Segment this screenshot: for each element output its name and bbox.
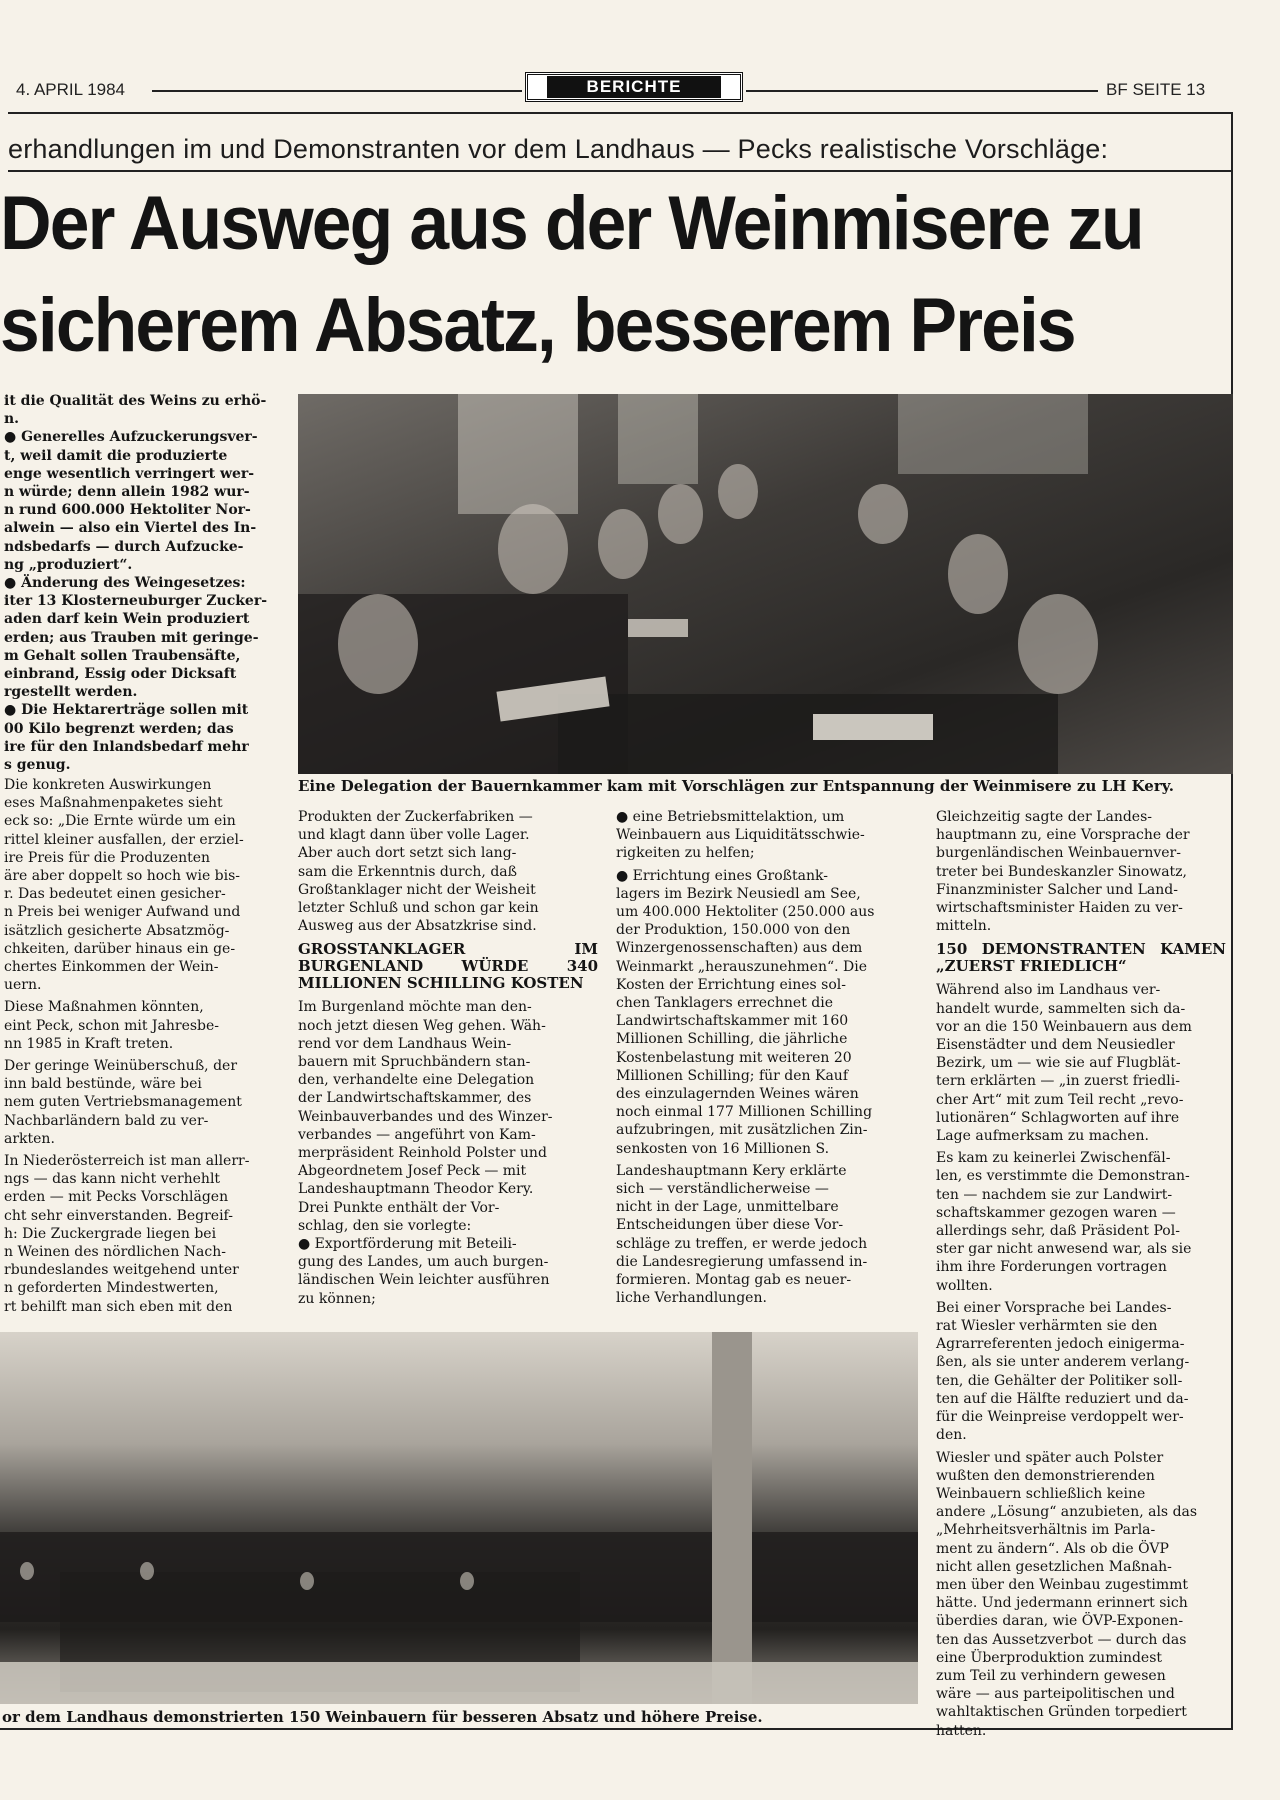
col1-top-text <box>4 392 286 774</box>
text-line: erden; aus Trauben mit geringe- <box>4 629 259 646</box>
text-line: Produkten der Zuckerfabriken — <box>298 809 533 825</box>
text-line: chkeiten, darüber hinaus ein ge- <box>4 940 236 957</box>
demonstration-photo <box>0 1332 918 1704</box>
text-line: wirtschaftsminister Haiden zu ver- <box>936 900 1183 917</box>
text-line: Kosten der Errichtung eines sol- <box>616 976 846 993</box>
text-line: einbrand, Essig oder Dicksaft <box>4 666 237 683</box>
text-line: schaftskammer gezogen waren — <box>936 1204 1176 1221</box>
text-line: ire für den Inlandsbedarf mehr <box>4 738 249 755</box>
text-line: hatten. <box>936 1722 987 1739</box>
text-line: len, es verstimmte die Demonstran- <box>936 1168 1190 1185</box>
text-line: alwein — also ein Viertel des In- <box>4 520 257 537</box>
delegation-photo <box>298 394 1233 774</box>
col2-heading: GROSSTANKLAGER IM BURGENLAND WÜRDE 340 MILLIONEN SCHILLING KOSTEN <box>298 940 598 993</box>
text-line: Im Burgenland möchte man den- <box>298 999 532 1016</box>
text-line: n Preis bei weniger Aufwand und <box>4 904 241 921</box>
text-line: Drei Punkte enthält der Vor- <box>298 1199 500 1216</box>
text-line: men über den Weinbau zugestimmt <box>936 1576 1189 1593</box>
col2-text <box>298 808 598 1308</box>
text-line: rigkeiten zu helfen; <box>616 845 755 862</box>
demonstration-photo-caption: or dem Landhaus demonstrierten 150 Weinbauern für besseren Absatz und höhere Preise. <box>2 1708 763 1726</box>
text-line: Landeshauptmann Theodor Kery. <box>298 1181 534 1198</box>
page-number: BF SEITE 13 <box>1106 80 1206 99</box>
text-line: noch jetzt diesen Weg gehen. Wäh- <box>298 1017 546 1034</box>
delegation-photo-caption: Eine Delegation der Bauernkammer kam mit Vorschlägen zur Entspannung der Weinmisere zu LH Kery. <box>298 777 1174 795</box>
text-line: ßen, als sie unter anderem verlang- <box>936 1354 1190 1371</box>
text-line: ngs — das kann nicht verhehlt <box>4 1171 221 1188</box>
text-line: rgestellt werden. <box>4 684 138 701</box>
text-line: Millionen Schilling; für den Kauf <box>616 1067 849 1084</box>
text-line: ● Die Hektarerträge sollen mit <box>4 702 249 719</box>
text-line: wollten. <box>936 1277 993 1294</box>
text-line: rat Wiesler verhärmten sie den <box>936 1318 1158 1335</box>
section-label: BERICHTE <box>547 76 722 98</box>
text-line: Kostenbelastung mit weiteren 20 <box>616 1049 852 1066</box>
text-line: Millionen Schilling, die jährliche <box>616 1031 848 1048</box>
text-line: zu können; <box>298 1290 376 1307</box>
text-line: merpräsident Reinhold Polster und <box>298 1145 547 1162</box>
headline-line-2: sicherem Absatz, besserem Preis <box>0 283 1075 368</box>
text-line: zum Teil zu verhindern gewesen <box>936 1667 1166 1684</box>
col1-bottom-text <box>4 776 286 1316</box>
text-line: rend vor dem Landhaus Wein- <box>298 1035 512 1052</box>
kicker-line: erhandlungen im und Demonstranten vor dem Landhaus — Pecks realistische Vorschläge: <box>8 134 1109 164</box>
text-line: liche Verhandlungen. <box>616 1290 767 1307</box>
text-line: n. <box>4 411 20 428</box>
text-line: wahltaktischen Gründen torpediert <box>936 1704 1187 1721</box>
text-line: für die Weinpreise verdoppelt wer- <box>936 1409 1184 1426</box>
text-line: Nachbarländern bald zu ver- <box>4 1112 209 1129</box>
text-line: tern erklärten — „in zuerst friedli- <box>936 1073 1180 1090</box>
text-line: Eisenstädter und dem Neusiedler <box>936 1037 1175 1054</box>
text-line: aufzubringen, mit zusätzlichen Zin- <box>616 1122 868 1139</box>
text-line: überdies daran, wie ÖVP-Exponen- <box>936 1613 1184 1630</box>
text-line: enge wesentlich verringert wer- <box>4 465 255 482</box>
text-line: ire Preis für die Produzenten <box>4 849 211 866</box>
text-line: ment zu ändern“. Als ob die ÖVP <box>936 1540 1169 1557</box>
text-line: ● Errichtung eines Großtank- <box>616 867 828 884</box>
text-line: Landeshauptmann Kery erklärte <box>616 1162 847 1179</box>
text-line: t, weil damit die produzierte <box>4 447 228 464</box>
text-line: ● Exportförderung mit Beteili- <box>298 1236 517 1253</box>
text-line: andere „Lösung“ anzubieten, als das <box>936 1504 1198 1521</box>
text-line: ten, die Gehälter der Politiker soll- <box>936 1372 1183 1389</box>
text-line: Entscheidungen über diese Vor- <box>616 1217 844 1234</box>
text-line: cht sehr einverstanden. Begreif- <box>4 1207 233 1224</box>
header-rule-left <box>152 90 522 92</box>
text-line: lagers im Bezirk Neusiedl am See, <box>616 885 861 902</box>
text-line: arkten. <box>4 1130 55 1147</box>
text-line: Während also im Landhaus ver- <box>936 982 1161 999</box>
text-line: iter 13 Klosterneuburger Zucker- <box>4 593 268 610</box>
text-line: Abgeordnetem Josef Peck — mit <box>298 1163 527 1180</box>
text-line: In Niederösterreich ist man allerr- <box>4 1153 250 1170</box>
text-line: der Produktion, 150.000 von den <box>616 922 851 939</box>
text-line: rbundeslandes weitgehend unter <box>4 1262 239 1279</box>
text-line: r. Das bedeutet einen gesicher- <box>4 886 226 903</box>
text-line: die Landesregierung umfassend in- <box>616 1253 868 1270</box>
text-line: Diese Maßnahmen könnten, <box>4 999 204 1016</box>
text-line: letzter Schluß und schon gar kein <box>298 900 539 917</box>
text-line: schlag, den sie vorlegte: <box>298 1217 472 1234</box>
text-line: hauptmann zu, eine Vorsprache der <box>936 827 1190 844</box>
headline-line-1: Der Ausweg aus der Weinmisere zu <box>0 181 1143 266</box>
text-line: rittel kleiner ausfallen, der erziel- <box>4 831 244 848</box>
text-line: chen Tanklagers errechnet die <box>616 995 834 1012</box>
text-line: burgenländischen Weinbauernver- <box>936 845 1181 862</box>
text-line: ten auf die Hälfte reduziert und da- <box>936 1390 1189 1407</box>
text-line: den, verhandelte eine Delegation <box>298 1072 535 1089</box>
text-line: ndsbedarfs — durch Aufzucke- <box>4 538 244 555</box>
text-line: Weinbauverbandes und des Winzer- <box>298 1108 553 1125</box>
text-line: Ausweg aus der Absatzkrise sind. <box>298 918 537 935</box>
section-tab <box>525 72 743 102</box>
text-line: aden darf kein Wein produziert <box>4 611 250 628</box>
text-line: nicht allen gesetzlichen Maßnah- <box>936 1558 1172 1575</box>
text-line: Großtanklager nicht der Weisheit <box>298 881 536 898</box>
text-line: inn bald bestünde, wäre bei <box>4 1076 202 1093</box>
text-line: wäre — aus parteipolitischen und <box>936 1686 1175 1703</box>
text-line: erden — mit Pecks Vorschlägen <box>4 1189 229 1206</box>
text-line: ländischen Wein leichter ausführen <box>298 1272 550 1289</box>
text-line: Bezirk, um — wie sie auf Flugblät- <box>936 1055 1181 1072</box>
text-line: Die konkreten Auswirkungen <box>4 777 212 793</box>
text-line: Finanzminister Salcher und Land- <box>936 881 1178 898</box>
text-line: Agrarreferenten jedoch einigerma- <box>936 1336 1185 1353</box>
text-line: n rund 600.000 Hektoliter Nor- <box>4 502 251 519</box>
text-line: der Landwirtschaftskammer, des <box>298 1090 532 1107</box>
text-line: Der geringe Weinüberschuß, der <box>4 1058 238 1075</box>
text-line: Winzergenossenschaften) aus dem <box>616 940 863 957</box>
text-line: Wiesler und später auch Polster <box>936 1449 1164 1466</box>
text-line: treter bei Bundeskanzler Sinowatz, <box>936 863 1188 880</box>
text-line: formieren. Montag gab es neuer- <box>616 1272 852 1289</box>
text-line: mitteln. <box>936 918 992 935</box>
col4-heading: 150 DEMONSTRANTEN KAMEN „ZUERST FRIEDLICH“ <box>936 940 1226 976</box>
text-line: Weinmarkt „herauszunehmen“. Die <box>616 958 868 975</box>
text-line: hätte. Und jedermann erinnert sich <box>936 1595 1188 1612</box>
text-line: des einzulagernden Weines wären <box>616 1086 859 1103</box>
text-line: ten das Aussetzverbot — durch das <box>936 1631 1187 1648</box>
text-line: eck so: „Die Ernte würde um ein <box>4 813 236 830</box>
text-line: wußten den demonstrierenden <box>936 1467 1155 1484</box>
text-line: s genug. <box>4 757 71 774</box>
text-line: um 400.000 Hektoliter (250.000 aus <box>616 904 875 921</box>
text-line: nn 1985 in Kraft treten. <box>4 1035 174 1052</box>
text-line: „Mehrheitsverhältnis im Parla- <box>936 1522 1156 1539</box>
text-line: ● eine Betriebsmittelaktion, um <box>616 809 845 825</box>
text-line: bauern mit Spruchbändern stan- <box>298 1054 531 1071</box>
kicker-rule <box>8 170 1233 172</box>
text-line: nem guten Vertriebsmanagement <box>4 1094 242 1111</box>
text-line: h: Die Zuckergrade liegen bei <box>4 1225 217 1242</box>
frame-right <box>1231 112 1233 1730</box>
text-line: Lage aufmerksam zu machen. <box>936 1128 1149 1145</box>
issue-date: 4. APRIL 1984 <box>16 80 126 99</box>
text-line: Gleichzeitig sagte der Landes- <box>936 809 1153 825</box>
text-line: Weinbauern schließlich keine <box>936 1485 1146 1502</box>
text-line: Landwirtschaftskammer mit 160 <box>616 1013 849 1030</box>
text-line: noch einmal 177 Millionen Schilling <box>616 1104 873 1121</box>
text-line: eint Peck, schon mit Jahresbe- <box>4 1017 220 1034</box>
text-line: schläge zu treffen, er werde jedoch <box>616 1235 868 1252</box>
text-line: äre aber doppelt so hoch wie bis- <box>4 868 241 885</box>
text-line: ng „produziert“. <box>4 556 133 573</box>
text-line: Aber auch dort setzt sich lang- <box>298 845 517 862</box>
text-line: lutionären“ Schlagworten auf ihre <box>936 1109 1180 1126</box>
text-line: Es kam zu keinerlei Zwischenfäl- <box>936 1150 1171 1167</box>
text-line: Bei einer Vorsprache bei Landes- <box>936 1299 1172 1316</box>
text-line: nicht in der Lage, unmittelbare <box>616 1199 839 1216</box>
text-line: cher Art“ mit zum Teil recht „revo- <box>936 1091 1184 1108</box>
text-line: sam die Erkenntnis durch, daß <box>298 863 517 880</box>
text-line: und klagt dann über volle Lager. <box>298 827 530 844</box>
col4-text <box>936 808 1226 1740</box>
text-line: chertes Einkommen der Wein- <box>4 959 219 976</box>
header-rule-right <box>746 90 1098 92</box>
text-line: sich — verständlicherweise — <box>616 1181 829 1198</box>
text-line: isätzlich gesicherte Absatzmög- <box>4 922 230 939</box>
frame-top <box>8 112 1233 114</box>
text-line: verbandes — angeführt von Kam- <box>298 1126 536 1143</box>
text-line: handelt wurde, sammelten sich da- <box>936 1000 1186 1017</box>
text-line: ● Änderung des Weingesetzes: <box>4 575 246 592</box>
text-line: uern. <box>4 977 42 994</box>
text-line: den. <box>936 1427 967 1444</box>
text-line: n geforderten Mindestwerten, <box>4 1280 219 1297</box>
text-line: gung des Landes, um auch burgen- <box>298 1254 549 1271</box>
text-line: n Weinen des nördlichen Nach- <box>4 1244 226 1261</box>
text-line: vor an die 150 Weinbauern aus dem <box>936 1018 1192 1035</box>
text-line: rt behilft man sich eben mit den <box>4 1298 233 1315</box>
text-line: eses Maßnahmenpaketes sieht <box>4 795 223 812</box>
text-line: it die Qualität des Weins zu erhö- <box>4 393 267 409</box>
col3-text <box>616 808 916 1307</box>
text-line: Weinbauern aus Liquiditätsschwie- <box>616 827 865 844</box>
text-line: ster gar nicht anwesend war, als sie <box>936 1241 1192 1258</box>
text-line: ten — nachdem sie zur Landwirt- <box>936 1186 1173 1203</box>
text-line: senkosten von 16 Millionen S. <box>616 1140 830 1157</box>
text-line: allerdings sehr, daß Präsident Pol- <box>936 1223 1180 1240</box>
text-line: m Gehalt sollen Traubensäfte, <box>4 647 241 664</box>
text-line: eine Überproduktion zumindest <box>936 1649 1163 1666</box>
text-line: ihm ihre Forderungen vortragen <box>936 1259 1167 1276</box>
text-line: ● Generelles Aufzuckerungsver- <box>4 429 258 446</box>
text-line: n würde; denn allein 1982 wur- <box>4 484 250 501</box>
text-line: 00 Kilo begrenzt werden; das <box>4 720 234 737</box>
